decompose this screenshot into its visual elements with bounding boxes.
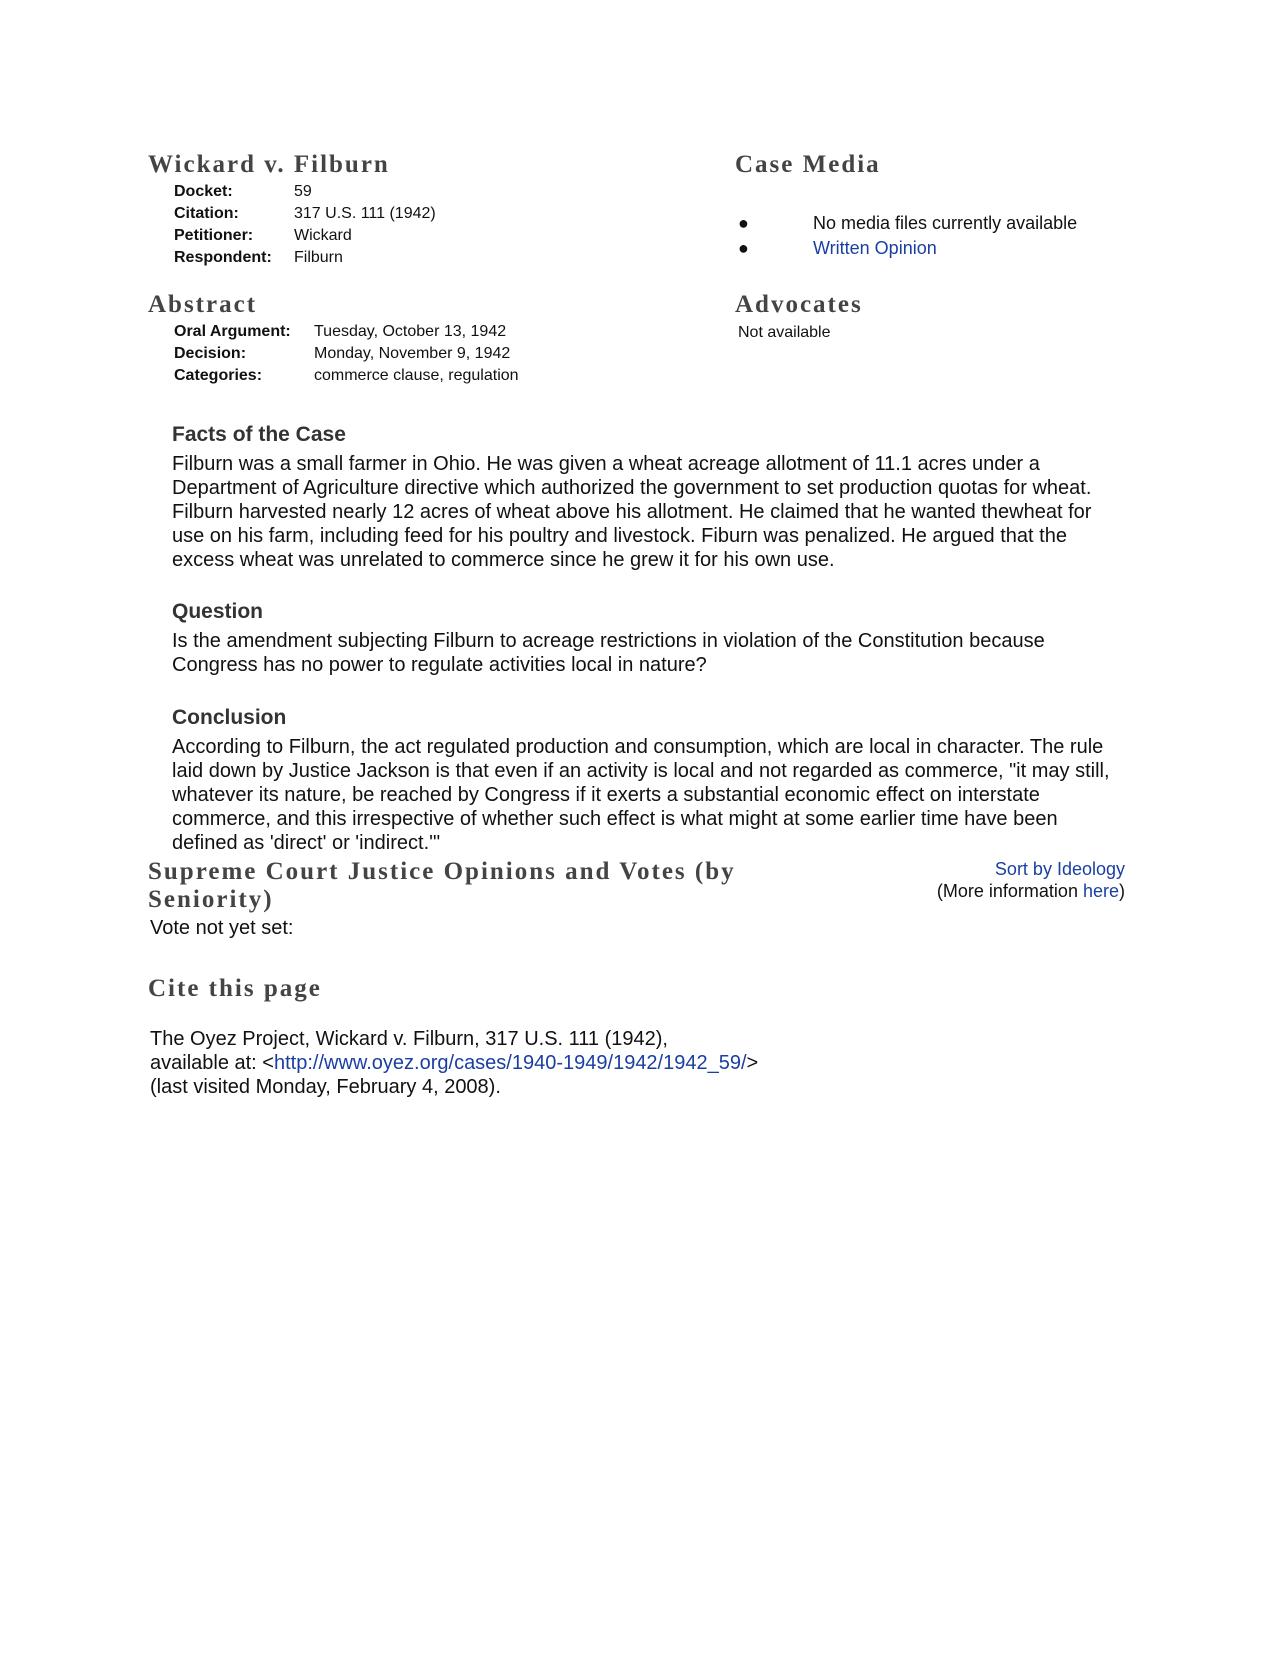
abstract-row-oral-argument	[174, 323, 519, 345]
detail-label: Respondent:	[174, 249, 272, 266]
more-information	[937, 880, 1125, 902]
bullet-icon: ●	[738, 238, 749, 258]
detail-label: Citation:	[174, 205, 239, 222]
votes-sort-panel	[937, 858, 1125, 902]
question-heading: Question	[172, 600, 264, 623]
written-opinion-link[interactable]: Written Opinion	[813, 238, 937, 258]
bullet-icon: ●	[738, 213, 749, 233]
detail-value: 59	[294, 183, 312, 200]
media-item-written-opinion	[738, 238, 1077, 263]
abstract-label: Categories:	[174, 367, 263, 384]
advocates-text: Not available	[738, 324, 831, 341]
abstract-value: Monday, November 9, 1942	[314, 345, 511, 362]
abstract-value: commerce clause, regulation	[314, 367, 519, 384]
case-details-table	[174, 183, 436, 271]
citation-suffix: >	[746, 1052, 759, 1074]
citation-line-3: (last visited Monday, February 4, 2008).	[150, 1076, 501, 1098]
abstract-value: Tuesday, October 13, 1942	[314, 323, 507, 340]
citation-url-link[interactable]: http://www.oyez.org/cases/1940-1949/1942/1942_59/	[273, 1052, 747, 1074]
detail-row-respondent	[174, 249, 436, 271]
citation-prefix: available at: <	[150, 1052, 274, 1074]
abstract-label: Decision:	[174, 345, 247, 362]
cite-heading: Cite this page	[148, 975, 322, 1002]
sort-by-ideology-link[interactable]: Sort by Ideology	[994, 859, 1125, 879]
facts-heading: Facts of the Case	[172, 423, 346, 446]
citation-line-2	[150, 1051, 758, 1075]
vote-status: Vote not yet set:	[150, 917, 294, 939]
detail-row-docket	[174, 183, 436, 205]
question-body: Is the amendment subjecting Filburn to acreage restrictions in violation of the Constitution because Congress has no power to regulate activities local in nature?	[172, 630, 1045, 676]
case-media-heading: Case Media	[735, 151, 881, 178]
more-info-suffix: )	[1119, 881, 1125, 901]
conclusion-body: According to Filburn, the act regulated production and consumption, which are local in character. The rule laid down by Justice Jackson is that even if an activity is local and not regarded as commerce, "it may still, whatever its nature, be reached by Congress if it exerts a substantial economic effect on interstate commerce, and this irrespective of whether such effect is what might at some earlier time have been defined as 'direct' or 'indirect.'"	[172, 736, 1110, 854]
media-item-label: No media files currently available	[813, 213, 1078, 233]
detail-row-citation	[174, 205, 436, 227]
citation-block	[150, 1027, 758, 1099]
detail-value: 317 U.S. 111 (1942)	[294, 205, 436, 222]
abstract-heading: Abstract	[148, 291, 258, 318]
detail-value: Wickard	[294, 227, 352, 244]
abstract-row-categories	[174, 367, 519, 389]
abstract-table	[174, 323, 519, 389]
abstract-label: Oral Argument:	[174, 323, 291, 340]
advocates-heading: Advocates	[735, 291, 863, 318]
case-title: Wickard v. Filburn	[148, 151, 390, 178]
citation-line-1: The Oyez Project, Wickard v. Filburn, 317 U.S. 111 (1942),	[150, 1028, 668, 1050]
detail-value: Filburn	[294, 249, 343, 266]
facts-body: Filburn was a small farmer in Ohio. He was given a wheat acreage allotment of 11.1 acres under a Department of Agriculture directive which authorized the government to set production quotas for wheat. Filburn harvested nearly 12 acres of wheat above his allotment. He claimed that he wanted thewheat for use on his farm, including feed for his poultry and livestock. Fiburn was penalized. He argued that the excess wheat was unrelated to commerce since he grew it for his own use.	[172, 453, 1092, 571]
detail-label: Petitioner:	[174, 227, 254, 244]
media-list	[738, 213, 1077, 263]
media-item-no-files	[738, 213, 1077, 238]
more-info-prefix: (More information	[936, 881, 1083, 901]
more-info-here-link[interactable]: here	[1082, 881, 1119, 901]
votes-heading: Supreme Court Justice Opinions and Votes (by Seniority)	[148, 858, 736, 913]
detail-label: Docket:	[174, 183, 233, 200]
abstract-row-decision	[174, 345, 519, 367]
conclusion-heading: Conclusion	[172, 706, 287, 729]
detail-row-petitioner	[174, 227, 436, 249]
